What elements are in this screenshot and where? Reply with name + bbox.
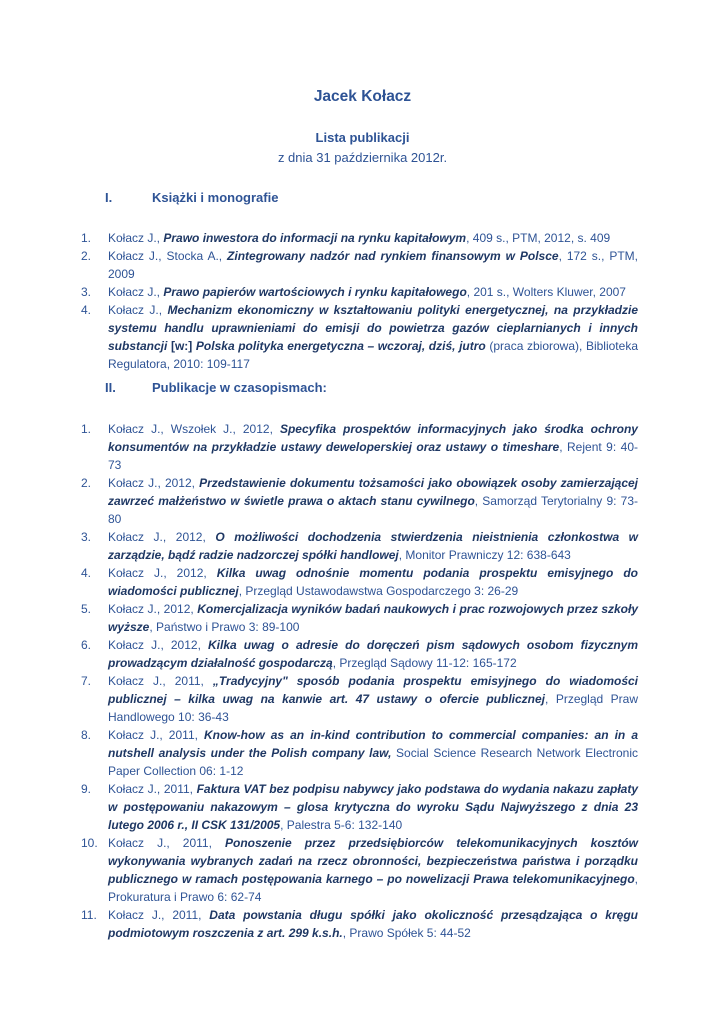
item-source: Social Science Research Network Electronic Paper Collection 06: 1-12: [108, 746, 638, 778]
item-title: Ponoszenie przez przedsiębiorców telekomunikacyjnych kosztów wykonywania wybranych zadań na rzecz obronności, bezpieczeństwa państwa i porządku publicznego w ramach postępowania karnego – po nowelizacji Prawa telekomunikacyjnego: [108, 836, 638, 886]
item-source: , Prokuratura i Prawo 6: 62-74: [108, 872, 638, 904]
item-collection-title: Polska polityka energetyczna – wczoraj, dziś, jutro: [195, 339, 486, 353]
item-authors: Kołacz J., Wszołek J., 2012,: [108, 422, 280, 436]
item-authors: Kołacz J., 2012,: [108, 638, 209, 652]
list-item: [0, 726, 638, 780]
item-number: 2.: [81, 249, 92, 263]
item-authors: Kołacz J.,: [108, 285, 164, 299]
section-title: Publikacje w czasopismach:: [152, 380, 327, 395]
section-title: Książki i monografie: [152, 190, 279, 205]
list-item: [0, 780, 638, 834]
item-title: Zintegrowany nadzór nad rynkiem finansowym w Polsce: [227, 249, 559, 263]
item-authors: Kołacz J.,: [108, 303, 168, 317]
item-source: , 172 s., PTM, 2009: [108, 249, 638, 281]
item-title: Prawo papierów wartościowych i rynku kapitałowego: [163, 285, 467, 299]
item-number: 2.: [81, 476, 92, 490]
item-authors: Kołacz J., 2011,: [108, 836, 225, 850]
item-in-marker: [w:]: [167, 339, 196, 353]
item-number: 1.: [81, 422, 92, 436]
list-item: [0, 283, 638, 301]
item-authors: Kołacz J.,: [108, 231, 164, 245]
item-source: , Samorząd Terytorialny 9: 73-80: [108, 494, 638, 526]
item-title: Mechanizm ekonomiczny w kształtowaniu polityki energetycznej, na przykładzie systemu handlu uprawnieniami do emisji do powietrza gazów cieplarnianych i innych substancji: [108, 303, 638, 353]
item-title: Komercjalizacja wyników badań naukowych i prac rozwojowych przez szkoły wyższe: [108, 602, 639, 634]
item-title: „Tradycyjny" sposób podania prospektu emisyjnego do wiadomości publicznej – kilka uwag na kanwie art. 47 ustawy o ofercie publicznej: [108, 674, 638, 706]
list-date: z dnia 31 października 2012r.: [277, 150, 448, 165]
item-title: Kilka uwag o adresie do doręczeń pism sądowych osobom fizycznym prowadzącym działalność gospodarczą: [108, 638, 638, 670]
item-title: Data powstania długu spółki jako okoliczność przesądzająca o kręgu podmiotowym roszczenia z art. 299 k.s.h.: [108, 908, 638, 940]
item-title: Faktura VAT bez podpisu nabywcy jako podstawa do wydania nakazu zapłaty w postępowaniu nakazowym – glosa krytyczna do wyroku Sądu Najwyższego z dnia 23 lutego 2006 r., II CSK 131/2005: [108, 782, 638, 832]
item-number: 3.: [81, 285, 92, 299]
item-authors: Kołacz J., 2011,: [108, 674, 213, 688]
item-title: Know-how as an in-kind contribution to commercial companies: an in a nutshell analysis under the Polish company law,: [108, 728, 638, 760]
list-item: [0, 420, 638, 474]
books-list: [0, 229, 725, 373]
item-source: (praca zbiorowa), Biblioteka Regulatora, 2010: 109-117: [108, 339, 638, 371]
list-item: [0, 672, 638, 726]
item-authors: Kołacz J., 2011,: [108, 908, 210, 922]
item-authors: Kołacz J., Stocka A.,: [108, 249, 228, 263]
item-number: 11.: [81, 908, 97, 922]
item-source: , Przegląd Ustawodawstwa Gospodarczego 3: 26-29: [238, 584, 519, 598]
section-number: I.: [105, 190, 113, 205]
item-source: , Rejent 9: 40-73: [108, 440, 638, 472]
item-title: Przedstawienie dokumentu tożsamości jako obowiązek osoby zamierzającej zawrzeć małżeństwo w świetle prawa o aktach stanu cywilnego: [108, 476, 639, 508]
item-source: , Palestra 5-6: 132-140: [280, 818, 403, 832]
list-item: [0, 600, 638, 636]
list-title: Lista publikacji: [315, 130, 410, 145]
list-item: [0, 247, 638, 283]
item-number: 4.: [81, 566, 92, 580]
item-title: Kilka uwag odnośnie momentu podania prospektu emisyjnego do wiadomości publicznej: [108, 566, 638, 598]
item-source: , 409 s., PTM, 2012, s. 409: [466, 231, 611, 245]
item-source: , Państwo i Prawo 3: 89-100: [149, 620, 300, 634]
list-item: [0, 474, 638, 528]
section-number: II.: [105, 380, 116, 395]
section-books-heading: [105, 190, 278, 205]
item-authors: Kołacz J., 2012,: [108, 602, 198, 616]
item-source: , 201 s., Wolters Kluwer, 2007: [466, 285, 626, 299]
author-name: Jacek Kołacz: [313, 88, 412, 105]
list-item: [0, 906, 638, 942]
list-item: [0, 301, 638, 373]
item-number: 1.: [81, 231, 92, 245]
item-number: 10.: [81, 836, 98, 850]
item-source: , Przegląd Praw Handlowego 10: 36-43: [108, 692, 639, 724]
item-source: , Monitor Prawniczy 12: 638-643: [398, 548, 571, 562]
list-item: [0, 229, 638, 247]
item-number: 4.: [81, 303, 92, 317]
item-authors: Kołacz J., 2011,: [108, 728, 205, 742]
item-number: 9.: [81, 782, 92, 796]
list-item: [0, 564, 638, 600]
item-number: 7.: [81, 674, 92, 688]
item-number: 8.: [81, 728, 92, 742]
item-number: 3.: [81, 530, 92, 544]
item-number: 5.: [81, 602, 92, 616]
item-source: , Przegląd Sądowy 11-12: 165-172: [332, 656, 517, 670]
item-title: O możliwości dochodzenia stwierdzenia nieistnienia członkostwa w zarządzie, bądź radzie nadzorczej spółki handlowej: [108, 530, 638, 562]
item-authors: Kołacz J., 2012,: [108, 530, 216, 544]
item-authors: Kołacz J., 2012,: [108, 566, 217, 580]
papers-list: [0, 420, 725, 942]
item-authors: Kołacz J., 2012,: [108, 476, 200, 490]
list-item: [0, 528, 638, 564]
list-item: [0, 636, 638, 672]
item-number: 6.: [81, 638, 92, 652]
item-title: Specyfika prospektów informacyjnych jako środka ochrony konsumentów na przykładzie ustawy deweloperskiej oraz ustawy o timeshare: [108, 422, 638, 454]
section-papers-heading: [105, 380, 327, 395]
list-item: [0, 834, 638, 906]
item-authors: Kołacz J., 2011,: [108, 782, 197, 796]
item-source: , Prawo Spółek 5: 44-52: [342, 926, 471, 940]
item-title: Prawo inwestora do informacji na rynku kapitałowym: [163, 231, 467, 245]
